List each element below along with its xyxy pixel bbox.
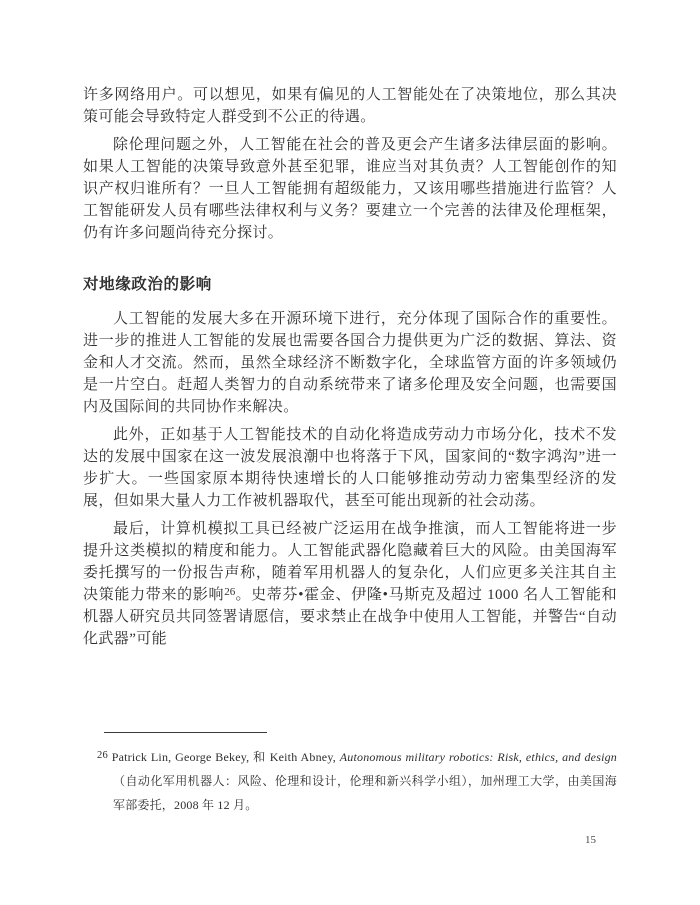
paragraph-legal-impact: 除伦理问题之外，人工智能在社会的普及更会产生诸多法律层面的影响。如果人工智能的决策导致意外甚至犯罪，谁应当对其负责？人工智能创作的知识产权归谁所有？一旦人工智能拥有超级能力，又该用哪些措施进行监管？人工智能研发人员有哪些法律权利与义务？要建立一个完善的法律及伦理框架，仍有许多问题尚待充分探讨。 <box>83 137 617 241</box>
footnote-publication-details: （自动化军用机器人：风险、伦理和设计，伦理和新兴科学小组），加州理工大学，由美国海军部委托，2008 年 12 月。 <box>113 774 617 812</box>
page-number: 15 <box>585 834 596 846</box>
footnote-area <box>83 732 617 817</box>
footnote-reference-26: 26 <box>224 586 236 598</box>
paragraph-text-before-ref: 最后，计算机模拟工具已经被广泛运用在战争推演，而人工智能将进一步提升这类模拟的精度和能力。人工智能武器化隐藏着巨大的风险。由美国海军委托撰写的一份报告声称，随着军用机器人的复杂化，人们应更多关注其自主决策能力带来的影响 <box>83 521 617 603</box>
paragraph-continuation: 许多网络用户。可以想见，如果有偏见的人工智能处在了决策地位，那么其决策可能会导致特定人群受到不公正的待遇。 <box>83 87 617 125</box>
page-body <box>83 84 617 656</box>
section-heading-geopolitics: 对地缘政治的影响 <box>83 276 212 293</box>
footnote-authors: Patrick Lin, George Bekey, 和 Keith Abney, <box>111 750 340 764</box>
footnote-separator-line <box>104 732 267 733</box>
footnote-26 <box>83 745 617 817</box>
paragraph-labor-market: 此外，正如基于人工智能技术的自动化将造成劳动力市场分化，技术不发达的发展中国家在这一波发展浪潮中也将落于下风，国家间的“数字鸿沟”进一步扩大。一些国家原本期待快速增长的人口能够推动劳动力密集型经济的发展，但如果大量人力工作被机器取代，甚至可能出现新的社会动荡。 <box>83 427 617 509</box>
footnote-work-title: Autonomous military robotics: Risk, ethics, and design <box>339 750 618 764</box>
paragraph-open-source-cooperation: 人工智能的发展大多在开源环境下进行，充分体现了国际合作的重要性。进一步的推进人工智能的发展也需要各国合力提供更为广泛的数据、算法、资金和人才交流。然而，虽然全球经济不断数字化，全球监管方面的许多领域仍是一片空白。赶超人类智力的自动系统带来了诸多伦理及安全问题，也需要国内及国际间的共同协作来解决。 <box>83 311 617 415</box>
paragraph-military-ai <box>83 518 617 650</box>
paragraph-text-after-ref: 。史蒂芬•霍金、伊隆•马斯克及超过 1000 名人工智能和机器人研究员共同签署请愿信，要求禁止在战争中使用人工智能，并警告“自动化武器”可能 <box>83 587 618 647</box>
footnote-marker: 26 <box>97 750 108 761</box>
